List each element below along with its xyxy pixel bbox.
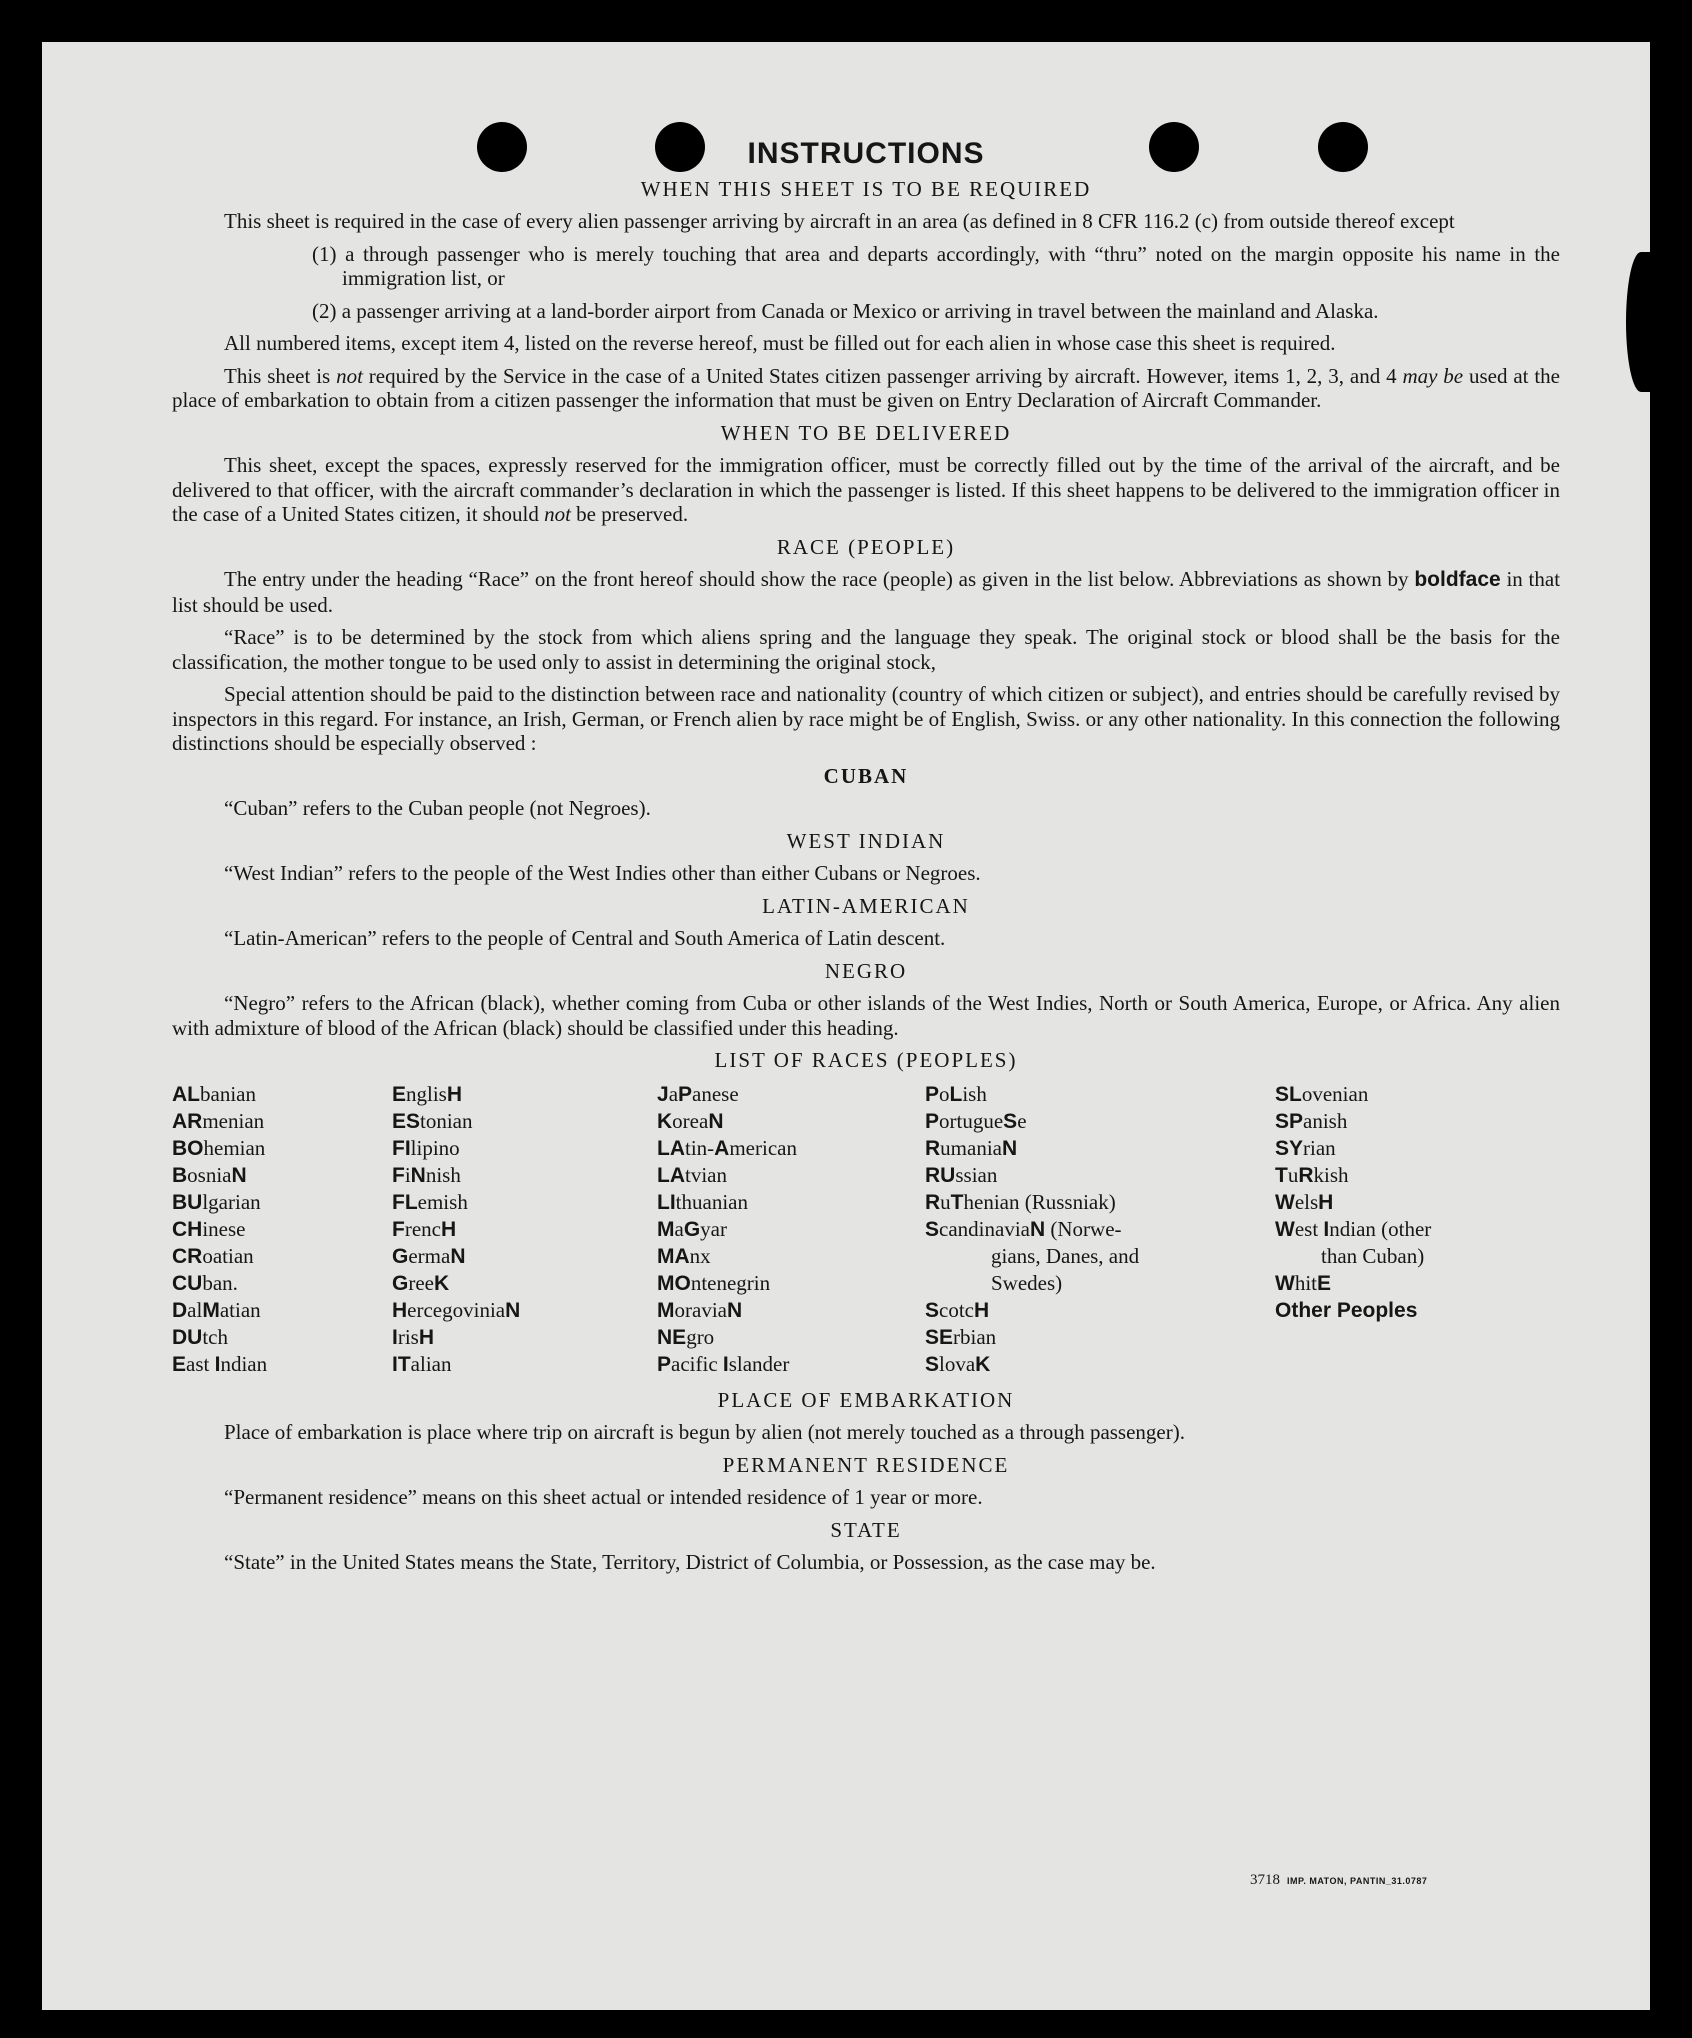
race-entry: East Indian <box>172 1351 268 1376</box>
race-entry: RumaniaN <box>925 1135 1018 1160</box>
race-entry: KoreaN <box>657 1108 724 1133</box>
race-entry: BOhemian <box>172 1135 266 1160</box>
race-list <box>172 1081 1560 1378</box>
paragraph: “Cuban” refers to the Cuban people (not Negroes). <box>224 796 651 820</box>
race-entry: MoraviaN <box>657 1297 743 1322</box>
race-entry: Swedes) <box>991 1270 1063 1295</box>
race-entry: West Indian (other <box>1275 1216 1432 1241</box>
race-entry: FLemish <box>392 1189 468 1214</box>
race-entry: RuThenian (Russniak) <box>925 1189 1116 1214</box>
race-column <box>925 1081 1275 1378</box>
race-entry: PortugueSe <box>925 1108 1027 1133</box>
race-column <box>392 1081 657 1378</box>
race-entry: ALbanian <box>172 1081 256 1106</box>
race-entry: BUlgarian <box>172 1189 261 1214</box>
race-entry: FIlipino <box>392 1135 460 1160</box>
paragraph: “Race” is to be determined by the stock from which aliens spring and the language they speak. The original stock or blood shall be the basis for the classification, the mother tongue to be used only to assist in determining the original stock, <box>172 625 1560 674</box>
paragraph: The entry under the heading “Race” on the front hereof should show the race (people) as given in the list below. Abbreviations as shown by boldface in that list should be used. <box>172 567 1561 617</box>
paragraph: This sheet is not required by the Service in the case of a United States citizen passenger arriving by aircraft. However, items 1, 2, 3, and 4 may be used at the place of embarkation to obtain from a citizen passenger the information that must be given on Entry Declaration of Aircraft Commander. <box>172 363 1560 412</box>
race-entry: ITalian <box>392 1351 452 1376</box>
document-page <box>42 42 1650 2010</box>
race-entry: LIthuanian <box>657 1189 748 1214</box>
race-entry: DalMatian <box>172 1297 261 1322</box>
race-entry: than Cuban) <box>1321 1243 1425 1268</box>
instructions-body <box>172 137 1561 1583</box>
clause-2: (2) a passenger arriving at a land-border airport from Canada or Mexico or arriving in travel between the mainland and Alaska. <box>312 298 1379 323</box>
race-entry: NEgro <box>657 1324 715 1349</box>
race-column <box>1275 1081 1560 1378</box>
race-entry: CHinese <box>172 1216 246 1241</box>
paragraph: This sheet is required in the case of every alien passenger arriving by aircraft in an area (as defined in 8 CFR 116.2 (c) from outside thereof except <box>224 209 1455 233</box>
race-entry: MaGyar <box>657 1216 727 1241</box>
race-entry: GreeK <box>392 1270 450 1295</box>
race-entry: MAnx <box>657 1243 711 1268</box>
race-entry: HercegoviniaN <box>392 1297 521 1322</box>
race-entry: IrisH <box>392 1324 435 1349</box>
race-entry: SPanish <box>1275 1108 1348 1133</box>
race-entry: gians, Danes, and <box>991 1243 1140 1268</box>
section-heading-latin-american: LATIN-AMERICAN <box>762 893 970 918</box>
race-entry: FiNnish <box>392 1162 461 1187</box>
printer-imprint: IMP. MATON, PANTIN_31.0787 <box>1287 1876 1428 1886</box>
race-column <box>657 1081 925 1378</box>
race-entry: LAtin-American <box>657 1135 797 1160</box>
paragraph: “Negro” refers to the African (black), whether coming from Cuba or other islands of the West Indies, North or South America, Europe, or Africa. Any alien with admixture of blood of the African (black) should be classified under this heading. <box>172 991 1560 1040</box>
section-heading-race: RACE (PEOPLE) <box>776 534 956 559</box>
paragraph: “State” in the United States means the State, Territory, District of Columbia, or Possession, as the case may be. <box>224 1550 1156 1574</box>
race-entry: CUban. <box>172 1270 238 1295</box>
race-entry: ScotcH <box>925 1297 990 1322</box>
section-heading-when-delivered: WHEN TO BE DELIVERED <box>720 420 1012 445</box>
paragraph: “Permanent residence” means on this sheet actual or intended residence of 1 year or more. <box>224 1485 983 1509</box>
race-entry: BosniaN <box>172 1162 247 1187</box>
race-entry: ScandinaviaN (Norwe- <box>925 1216 1122 1241</box>
race-entry: SYrian <box>1275 1135 1336 1160</box>
paragraph: Place of embarkation is place where trip on aircraft is begun by alien (not merely touched as a through passenger). <box>224 1420 1185 1444</box>
race-entry: LAtvian <box>657 1162 727 1187</box>
paragraph: All numbered items, except item 4, listed on the reverse hereof, must be filled out for each alien in whose case this sheet is required. <box>224 331 1336 355</box>
race-entry: DUtch <box>172 1324 228 1349</box>
section-heading-embarkation: PLACE OF EMBARKATION <box>717 1387 1015 1412</box>
race-entry: PoLish <box>925 1081 987 1106</box>
race-entry: Other Peoples <box>1275 1298 1418 1322</box>
race-entry: SLovenian <box>1275 1081 1369 1106</box>
race-entry: Pacific Islander <box>657 1351 790 1376</box>
race-entry: RUssian <box>925 1162 998 1187</box>
paragraph: Special attention should be paid to the distinction between race and nationality (country of which citizen or subject), and entries should be carefully revised by inspectors in this regard. For instance, an Irish, German, or French alien by race might be of English, Swiss. or any other nationality. In this connection the following distinctions should be especially observed : <box>172 682 1560 755</box>
page-title: INSTRUCTIONS <box>747 137 985 170</box>
race-entry: WhitE <box>1275 1270 1332 1295</box>
paragraph: This sheet, except the spaces, expressly reserved for the immigration officer, must be correctly filled out by the time of the arrival of the aircraft, and be delivered to that officer, with the aircraft commander’s declaration in which the passenger is listed. If this sheet happens to be delivered to the immigration officer in the case of a United States citizen, it should not be preserved. <box>172 453 1560 526</box>
race-entry: EnglisH <box>392 1081 463 1106</box>
race-entry: CRoatian <box>172 1243 254 1268</box>
section-heading-when-required: WHEN THIS SHEET IS TO BE REQUIRED <box>640 176 1092 201</box>
race-entry: GermaN <box>392 1243 466 1268</box>
section-heading-state: STATE <box>830 1517 902 1542</box>
race-entry: WelsH <box>1275 1189 1334 1214</box>
race-entry: MOntenegrin <box>657 1270 771 1295</box>
form-number: 3718 <box>1250 1872 1280 1888</box>
race-entry: EStonian <box>392 1108 473 1133</box>
paragraph: “Latin-American” refers to the people of Central and South America of Latin descent. <box>224 926 946 950</box>
section-heading-cuban: CUBAN <box>823 763 909 788</box>
section-heading-west-indian: WEST INDIAN <box>786 828 946 853</box>
race-entry: JaPanese <box>657 1081 739 1106</box>
section-heading-negro: NEGRO <box>824 958 908 983</box>
section-heading-list-of-races: LIST OF RACES (PEOPLES) <box>714 1048 1018 1072</box>
race-entry: FrencH <box>392 1216 457 1241</box>
torn-edge <box>1626 252 1650 392</box>
race-entry: SErbian <box>925 1324 997 1349</box>
paragraph: “West Indian” refers to the people of the West Indies other than either Cubans or Negroes. <box>224 861 981 885</box>
clause-1: (1) a through passenger who is merely touching that area and departs accordingly, with “thru” noted on the margin opposite his name in the immigration list, or <box>312 241 1560 290</box>
section-heading-permanent-residence: PERMANENT RESIDENCE <box>722 1452 1010 1477</box>
race-entry: SlovaK <box>925 1351 991 1376</box>
race-entry: TuRkish <box>1275 1162 1349 1187</box>
race-column <box>172 1081 392 1378</box>
race-entry: ARmenian <box>172 1108 265 1133</box>
